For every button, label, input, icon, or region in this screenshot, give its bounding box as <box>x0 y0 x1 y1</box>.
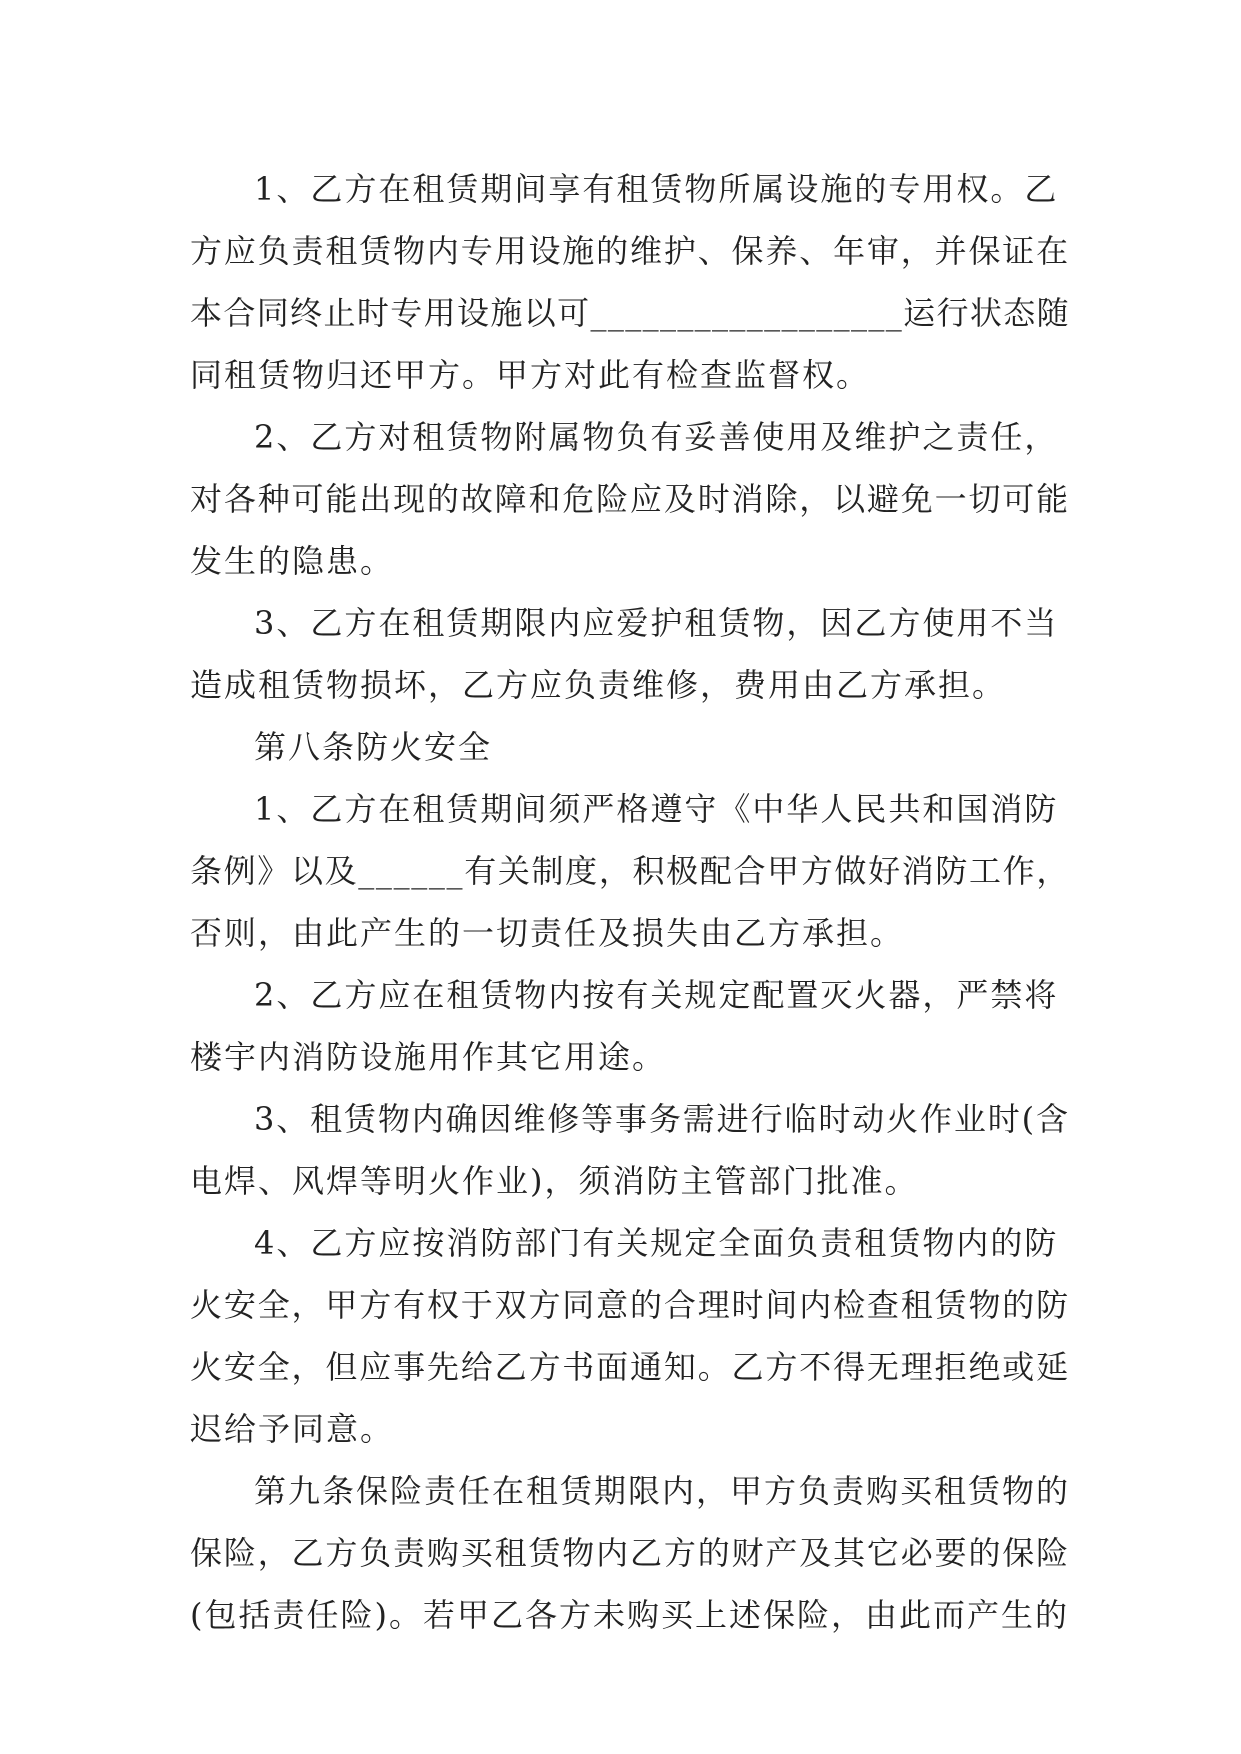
text-line: 方应负责租赁物内专用设施的维护、保养、年审，并保证在 <box>190 232 1071 270</box>
text-line: 3、乙方在租赁期限内应爱护租赁物，因乙方使用不当 <box>254 604 1059 642</box>
text-line: 第九条保险责任在租赁期限内，甲方负责购买租赁物的 <box>254 1472 1071 1510</box>
text-line: (包括责任险)。若甲乙各方未购买上述保险，由此而产生的 <box>190 1596 1069 1634</box>
text-line: 同租赁物归还甲方。甲方对此有检查监督权。 <box>190 356 871 394</box>
text-line: 造成租赁物损坏，乙方应负责维修，费用由乙方承担。 <box>190 666 1007 704</box>
text-line: 2、乙方对租赁物附属物负有妥善使用及维护之责任， <box>254 418 1059 456</box>
text-line: 第八条防火安全 <box>254 728 493 766</box>
document-body <box>190 158 1070 1646</box>
text-line: 发生的隐患。 <box>190 542 395 580</box>
text-line: 对各种可能出现的故障和危险应及时消除，以避免一切可能 <box>190 480 1071 518</box>
text-line: 电焊、风焊等明火作业)，须消防主管部门批准。 <box>190 1162 919 1200</box>
text-line: 火安全，但应事先给乙方书面通知。乙方不得无理拒绝或延 <box>190 1348 1071 1386</box>
text-line: 火安全，甲方有权于双方同意的合理时间内检查租赁物的防 <box>190 1286 1071 1324</box>
text-line: 条例》以及______有关制度，积极配合甲方做好消防工作， <box>190 852 1071 890</box>
text-line: 2、乙方应在租赁物内按有关规定配置灭火器，严禁将 <box>254 976 1059 1014</box>
text-line: 4、乙方应按消防部门有关规定全面负责租赁物内的防 <box>254 1224 1059 1262</box>
text-line: 1、乙方在租赁期间须严格遵守《中华人民共和国消防 <box>254 790 1059 828</box>
text-line: 否则，由此产生的一切责任及损失由乙方承担。 <box>190 914 905 952</box>
text-line: 3、租赁物内确因维修等事务需进行临时动火作业时(含 <box>254 1100 1070 1138</box>
text-line: 迟给予同意。 <box>190 1410 395 1448</box>
text-line: 本合同终止时专用设施以可__________________运行状态随 <box>190 294 1071 332</box>
text-line: 楼宇内消防设施用作其它用途。 <box>190 1038 667 1076</box>
text-line: 1、乙方在租赁期间享有租赁物所属设施的专用权。乙 <box>254 170 1059 208</box>
text-line: 保险，乙方负责购买租赁物内乙方的财产及其它必要的保险 <box>190 1534 1071 1572</box>
